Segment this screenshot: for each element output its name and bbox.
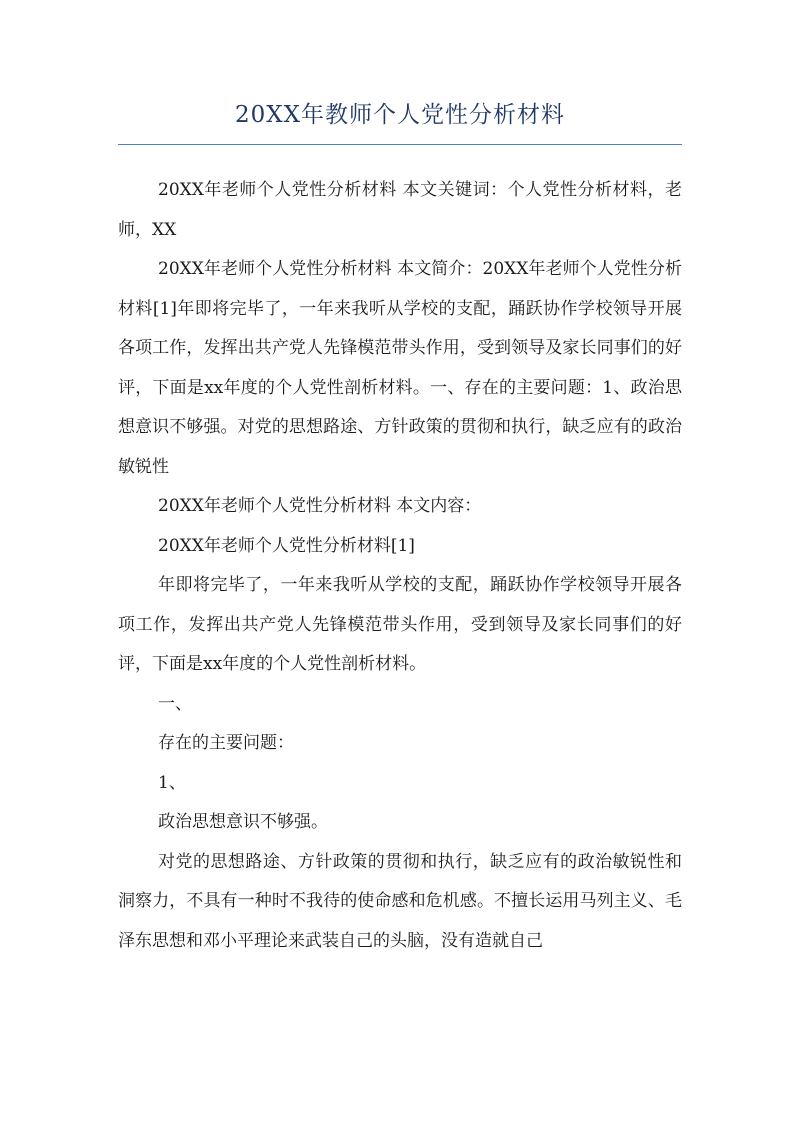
paragraph-item-heading: 政治思想意识不够强。 <box>158 812 328 832</box>
paragraph-summary: 20XX年老师个人党性分析材料 本文简介：20XX年老师个人党性分析材料[1]年即将完毕了，一年来我听从学校的支配，踊跃协作学校领导开展各项工作，发挥出共产党人先锋模范带头作用，受到领导及家长同事们的好评，下面是xx年度的个人党性剖析材料。一、存在的主要问题：1、政治思想意识不够强。对党的思想路途、方针政策的贯彻和执行，缺乏应有的政治敏锐性 <box>118 259 682 477</box>
paragraph-intro: 年即将完毕了，一年来我听从学校的支配，踊跃协作学校领导开展各项工作，发挥出共产党人先锋模范带头作用，受到领导及家长同事们的好评，下面是xx年度的个人党性剖析材料。 <box>118 575 682 674</box>
paragraph-item-body: 对党的思想路途、方针政策的贯彻和执行，缺乏应有的政治敏锐性和洞察力，不具有一种时不我待的使命感和危机感。不擅长运用马列主义、毛泽东思想和邓小平理论来武装自己的头脑，没有造就自己 <box>118 851 682 951</box>
paragraph-section-heading: 存在的主要问题： <box>158 733 294 753</box>
document-body <box>118 171 682 961</box>
paragraph-subtitle: 20XX年老师个人党性分析材料[1] <box>158 535 415 556</box>
paragraph-item-number: 1、 <box>158 772 186 793</box>
paragraph-content-heading: 20XX年老师个人党性分析材料 本文内容： <box>158 496 482 516</box>
paragraph-keywords: 20XX年老师个人党性分析材料 本文关键词：个人党性分析材料，老师，XX <box>118 180 682 240</box>
title-underline <box>118 144 682 145</box>
document-title: 20XX年教师个人党性分析材料 <box>234 102 565 128</box>
paragraph-section-number: 一、 <box>158 693 192 714</box>
